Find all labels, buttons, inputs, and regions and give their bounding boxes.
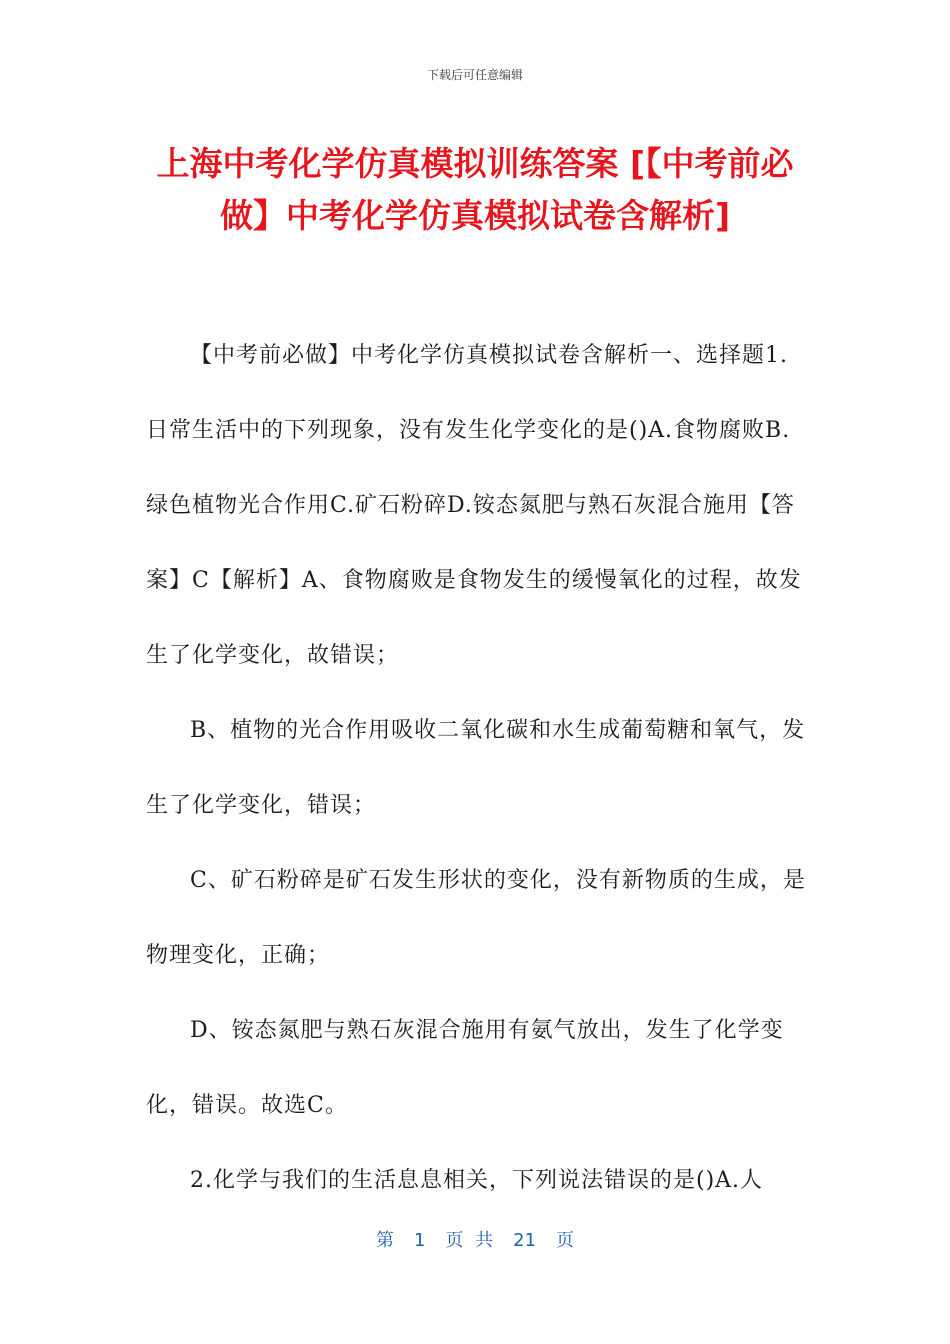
footer-page-total: 21 <box>513 1230 537 1251</box>
footer-page-label-mid: 页 共 <box>445 1230 494 1251</box>
paragraph: C、矿石粉碎是矿石发生形状的变化，没有新物质的生成，是物理变化，正确； <box>146 868 806 968</box>
paragraph: 【中考前必做】中考化学仿真模拟试卷含解析一、选择题1.日常生活中的下列现象，没有发生化学变化的是()A.食物腐败B.绿色植物光合作用C.矿石粉碎D.铵态氮肥与熟石灰混合施用【答案】C【解析】A、食物腐败是食物发生的缓慢氧化的过程，故发生了化学变化，故错误； <box>146 343 802 668</box>
paragraph: B、植物的光合作用吸收二氧化碳和水生成葡萄糖和氧气，发生了化学变化，错误； <box>146 718 806 818</box>
footer-page-label-pre: 第 <box>375 1230 394 1251</box>
paragraph: D、铵态氮肥与熟石灰混合施用有氨气放出，发生了化学变化，错误。故选C。 <box>146 1018 784 1118</box>
footer-page-current: 1 <box>413 1230 426 1251</box>
document-body <box>146 318 806 1218</box>
footer-page-label-post: 页 <box>556 1230 575 1251</box>
page-footer <box>0 1226 950 1252</box>
header-note: 下载后可任意编辑 <box>426 68 523 82</box>
document-title: 上海中考化学仿真模拟训练答案 [【中考前必做】中考化学仿真模拟试卷含解析] <box>156 144 794 235</box>
paragraph: 2.化学与我们的生活息息相关，下列说法错误的是()A.人 <box>190 1168 764 1193</box>
